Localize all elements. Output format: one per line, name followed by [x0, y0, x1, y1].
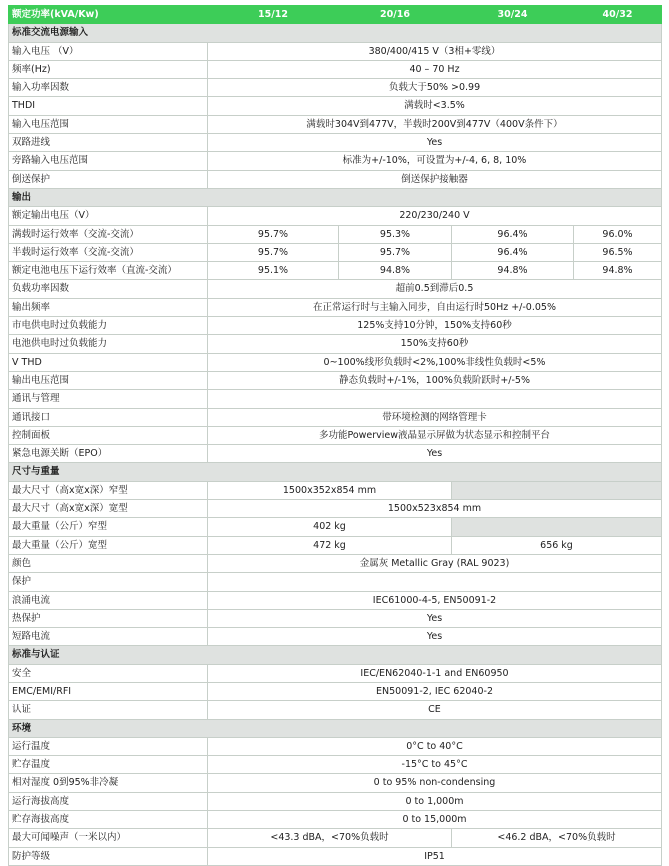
row-value: CE	[208, 701, 662, 719]
table-row	[9, 573, 662, 591]
section-row	[9, 463, 662, 481]
row-label: 最大重量（公斤）宽型	[9, 536, 208, 554]
row-value: 在正常运行时与主输入同步，自由运行时50Hz +/-0.05%	[208, 298, 662, 316]
row-label: 最大尺寸（高x宽x深）窄型	[9, 481, 208, 499]
row-value: 380/400/415 V（3相+零线）	[208, 42, 662, 60]
table-row	[9, 628, 662, 646]
table-row	[9, 97, 662, 115]
table-row	[9, 371, 662, 389]
row-label: V THD	[9, 353, 208, 371]
row-label: 安全	[9, 664, 208, 682]
row-empty-cell	[452, 518, 662, 536]
table-row	[9, 60, 662, 78]
row-value: 超前0.5到滞后0.5	[208, 280, 662, 298]
row-value: IP51	[208, 847, 662, 865]
table-row	[9, 609, 662, 627]
row-value: 满载时304V到477V，半载时200V到477V（400V条件下）	[208, 115, 662, 133]
row-value: 负载大于50% >0.99	[208, 79, 662, 97]
row-label: 运行温度	[9, 737, 208, 755]
table-row	[9, 591, 662, 609]
table-row	[9, 481, 662, 499]
row-value: 220/230/240 V	[208, 207, 662, 225]
table-row	[9, 847, 662, 865]
header-label: 额定功率(kVA/Kw)	[9, 6, 208, 24]
table-row	[9, 170, 662, 188]
row-value: 95.7%	[208, 225, 339, 243]
row-value: 0 to 95% non-condensing	[208, 774, 662, 792]
row-value: 满载时<3.5%	[208, 97, 662, 115]
table-row	[9, 701, 662, 719]
section-row	[9, 24, 662, 42]
table-row	[9, 335, 662, 353]
header-col-40-32: 40/32	[574, 6, 662, 24]
table-row	[9, 353, 662, 371]
row-value: 125%支持10分钟，150%支持60秒	[208, 317, 662, 335]
row-label: 短路电流	[9, 628, 208, 646]
row-label: 最大尺寸（高x宽x深）宽型	[9, 500, 208, 518]
row-label: 防护等级	[9, 847, 208, 865]
row-value: 金属灰 Metallic Gray (RAL 9023)	[208, 554, 662, 572]
table-row	[9, 664, 662, 682]
row-label: 通讯接口	[9, 408, 208, 426]
row-label: 贮存海拔高度	[9, 811, 208, 829]
table-row	[9, 207, 662, 225]
row-value: 95.7%	[208, 243, 339, 261]
header-col-30-24: 30/24	[452, 6, 574, 24]
row-value: 94.8%	[339, 262, 452, 280]
table-row	[9, 426, 662, 444]
row-value: IEC61000-4-5, EN50091-2	[208, 591, 662, 609]
row-value: 40 – 70 Hz	[208, 60, 662, 78]
row-value: <43.3 dBA，<70%负载时	[208, 829, 452, 847]
section-title: 标准交流电源输入	[9, 24, 662, 42]
row-value: 1500x352x854 mm	[208, 481, 452, 499]
row-value: 0 to 1,000m	[208, 792, 662, 810]
row-label: 倒送保护	[9, 170, 208, 188]
row-label: 输出电压范围	[9, 371, 208, 389]
spec-table	[8, 5, 662, 866]
table-row	[9, 317, 662, 335]
section-title: 输出	[9, 188, 662, 206]
table-row	[9, 79, 662, 97]
table-row	[9, 243, 662, 261]
row-value: 0 to 15,000m	[208, 811, 662, 829]
row-label: 额定输出电压（V）	[9, 207, 208, 225]
row-value: 96.4%	[452, 243, 574, 261]
row-label: 热保护	[9, 609, 208, 627]
row-label: 颜色	[9, 554, 208, 572]
row-value: 多功能Powerview液晶显示屏做为状态显示和控制平台	[208, 426, 662, 444]
row-value: 94.8%	[452, 262, 574, 280]
section-row	[9, 719, 662, 737]
row-value: Yes	[208, 445, 662, 463]
table-row	[9, 536, 662, 554]
table-row	[9, 811, 662, 829]
table-row	[9, 737, 662, 755]
table-row	[9, 518, 662, 536]
table-row	[9, 152, 662, 170]
row-label: 浪涌电流	[9, 591, 208, 609]
table-header-row	[9, 6, 662, 24]
row-value: 带环境检测的网络管理卡	[208, 408, 662, 426]
row-label: 电池供电时过负载能力	[9, 335, 208, 353]
table-row	[9, 134, 662, 152]
table-row	[9, 774, 662, 792]
row-label: EMC/EMI/RFI	[9, 682, 208, 700]
section-row	[9, 646, 662, 664]
row-label: 输出频率	[9, 298, 208, 316]
table-row	[9, 500, 662, 518]
header-col-20-16: 20/16	[339, 6, 452, 24]
table-row	[9, 408, 662, 426]
table-row	[9, 262, 662, 280]
row-label: 频率(Hz)	[9, 60, 208, 78]
row-value: 95.7%	[339, 243, 452, 261]
table-row	[9, 42, 662, 60]
table-row	[9, 829, 662, 847]
header-col-15-12: 15/12	[208, 6, 339, 24]
row-label: 额定电池电压下运行效率（直流-交流）	[9, 262, 208, 280]
row-label: 最大重量（公斤）窄型	[9, 518, 208, 536]
row-value	[208, 573, 662, 591]
row-label: 负载功率因数	[9, 280, 208, 298]
row-value: IEC/EN62040-1-1 and EN60950	[208, 664, 662, 682]
row-label: 满载时运行效率（交流-交流）	[9, 225, 208, 243]
row-value: 0~100%线形负载时<2%,100%非线性负载时<5%	[208, 353, 662, 371]
row-label: 市电供电时过负载能力	[9, 317, 208, 335]
section-row	[9, 188, 662, 206]
row-value: 0°C to 40°C	[208, 737, 662, 755]
row-label: 通讯与管理	[9, 390, 208, 408]
section-title: 尺寸与重量	[9, 463, 662, 481]
row-value: 472 kg	[208, 536, 452, 554]
row-label: 输入电压范围	[9, 115, 208, 133]
row-label: 保护	[9, 573, 208, 591]
row-label: 贮存温度	[9, 756, 208, 774]
row-value: 94.8%	[574, 262, 662, 280]
row-empty-cell	[452, 481, 662, 499]
row-value: 1500x523x854 mm	[208, 500, 662, 518]
row-label: 紧急电源关断（EPO）	[9, 445, 208, 463]
row-label: 输入电压 （V）	[9, 42, 208, 60]
row-label: 控制面板	[9, 426, 208, 444]
table-row	[9, 554, 662, 572]
row-value: 656 kg	[452, 536, 662, 554]
table-row	[9, 756, 662, 774]
row-value: Yes	[208, 134, 662, 152]
table-row	[9, 792, 662, 810]
row-label: 相对湿度 0到95%非冷凝	[9, 774, 208, 792]
table-row	[9, 390, 662, 408]
row-label: 输入功率因数	[9, 79, 208, 97]
row-value: Yes	[208, 609, 662, 627]
row-value: 402 kg	[208, 518, 452, 536]
row-value: 96.4%	[452, 225, 574, 243]
row-label: 旁路输入电压范围	[9, 152, 208, 170]
row-value: 96.5%	[574, 243, 662, 261]
table-row	[9, 298, 662, 316]
row-value: Yes	[208, 628, 662, 646]
row-label: 最大可闻噪声（一米以内）	[9, 829, 208, 847]
row-value: 倒送保护接触器	[208, 170, 662, 188]
row-value	[208, 390, 662, 408]
row-value: 95.1%	[208, 262, 339, 280]
table-row	[9, 225, 662, 243]
row-value: EN50091-2, IEC 62040-2	[208, 682, 662, 700]
row-label: 认证	[9, 701, 208, 719]
row-value: -15°C to 45°C	[208, 756, 662, 774]
row-value: 标准为+/-10%，可设置为+/-4, 6, 8, 10%	[208, 152, 662, 170]
row-label: 半载时运行效率（交流-交流）	[9, 243, 208, 261]
row-label: 双路进线	[9, 134, 208, 152]
row-value: 96.0%	[574, 225, 662, 243]
table-row	[9, 445, 662, 463]
section-title: 环境	[9, 719, 662, 737]
table-row	[9, 682, 662, 700]
row-value: <46.2 dBA，<70%负载时	[452, 829, 662, 847]
row-value: 150%支持60秒	[208, 335, 662, 353]
table-row	[9, 280, 662, 298]
row-label: THDI	[9, 97, 208, 115]
table-row	[9, 115, 662, 133]
row-label: 运行海拔高度	[9, 792, 208, 810]
row-value: 静态负载时+/-1%，100%负载阶跃时+/-5%	[208, 371, 662, 389]
row-value: 95.3%	[339, 225, 452, 243]
section-title: 标准与认证	[9, 646, 662, 664]
